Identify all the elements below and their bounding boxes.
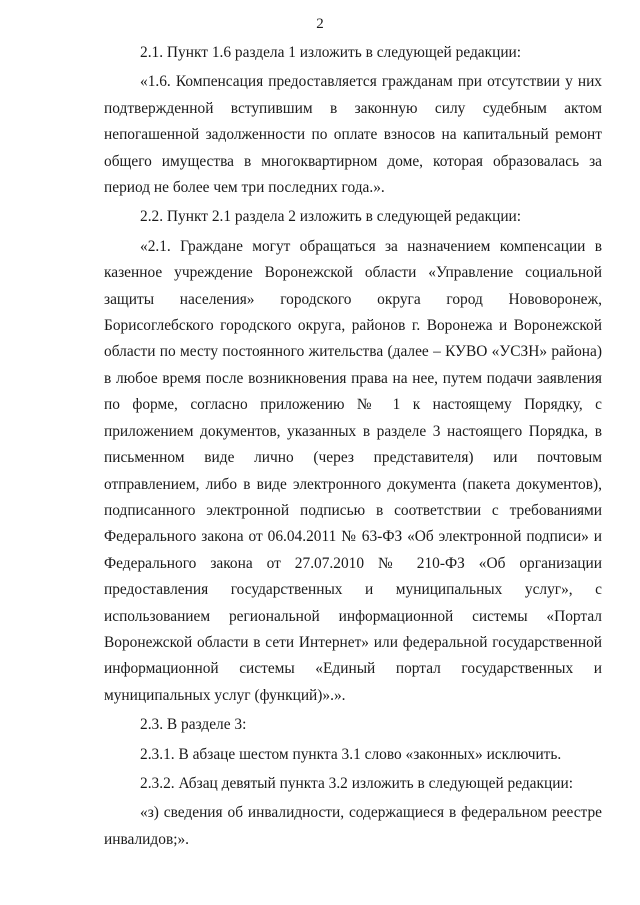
document-body xyxy=(104,40,602,853)
page-number: 2 xyxy=(316,16,324,32)
paragraph-z-text: «з) сведения об инвалидности, содержащиеся в федеральном реестре инвалидов;». xyxy=(104,804,602,848)
paragraph-2-3-1: 2.3.1. В абзаце шестом пункта 3.1 слово «законных» исключить. xyxy=(140,745,562,763)
paragraph-2-3: 2.3. В разделе 3: xyxy=(140,716,247,734)
paragraph-2-1: 2.1. Пункт 1.6 раздела 1 изложить в следующей редакции: xyxy=(140,44,522,61)
paragraph-1-6-text: «1.6. Компенсация предоставляется гражданам при отсутствии у них подтвержденной вступившим в законную силу судебным актом непогашенной задолженности по оплате взносов на капитальный ремонт общего имущества в многоквартирном доме, которая образовалась за период не более чем три последних года.». xyxy=(104,73,602,197)
paragraph-2-2: 2.2. Пункт 2.1 раздела 2 изложить в следующей редакции: xyxy=(140,208,522,226)
paragraph-2-3-2: 2.3.2. Абзац девятый пункта 3.2 изложить в следующей редакции: xyxy=(140,774,573,792)
paragraph-2-1-text: «2.1. Граждане могут обращаться за назначением компенсации в казенное учреждение Воронежской области «Управление социальной защиты населения» городского округа город Нововоронеж, Борисоглебского городского округа, районов г. Воронежа и Воронежской области по месту постоянного жительства (далее – КУВО «УСЗН» района) в любое время после возникновения права на нее, путем подачи заявления по форме, согласно приложению № 1 к настоящему Порядку, с приложением документов, указанных в разделе 3 настоящего Порядка, в письменном виде лично (через представителя) или почтовым отправлением, либо в виде электронного документа (пакета документов), подписанного электронной подписью в соответствии с требованиями Федерального закона от 06.04.2011 № 63-ФЗ «Об электронной подписи» и Федерального закона от 27.07.2010 № 210-ФЗ «Об организации предоставления государственных и муниципальных услуг», с использованием региональной информационной системы «Портал Воронежской области в сети Интернет» или федеральной государственной информационной системы «Единый портал государственных и муниципальных услуг (функций)».». xyxy=(104,237,602,704)
